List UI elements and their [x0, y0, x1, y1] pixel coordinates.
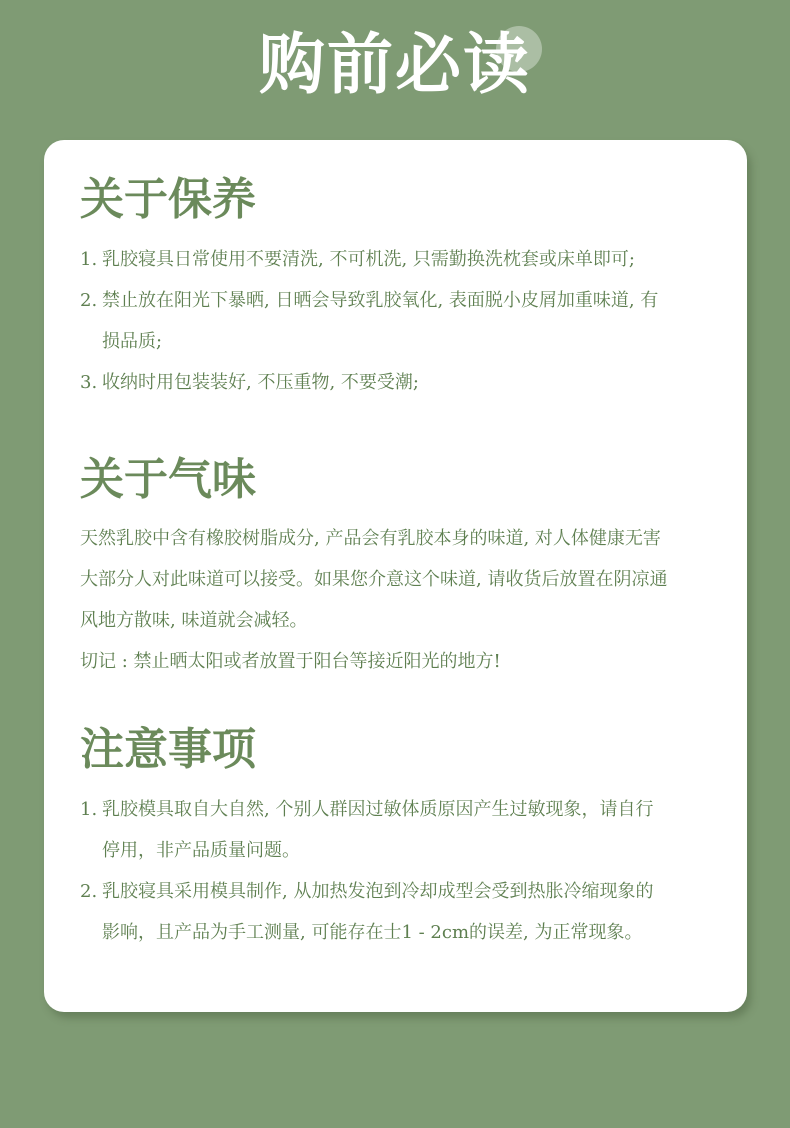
odor-paragraph-line-1: 天然乳胶中含有橡胶树脂成分, 产品会有乳胶本身的味道, 对人体健康无害 — [80, 528, 661, 549]
notes-item-1-text-line-1: 乳胶模具取自大自然, 个别人群因过敏体质原因产生过敏现象，请自行 — [102, 799, 654, 820]
section-title-notes: 注意事项 — [80, 724, 256, 775]
care-item-2-continued — [102, 330, 162, 354]
notes-item-1-continued — [102, 839, 300, 863]
care-item-2-text-line-1: 禁止放在阳光下暴晒, 日晒会导致乳胶氧化, 表面脱小皮屑加重味道, 有 — [102, 290, 659, 311]
page-header — [0, 18, 790, 118]
care-item-1 — [80, 248, 635, 272]
care-item-2 — [80, 289, 658, 313]
notes-item-1-number: 1. — [80, 799, 98, 820]
content-card — [44, 140, 747, 1012]
care-item-2-number: 2. — [80, 290, 98, 311]
section-title-care: 关于保养 — [80, 174, 256, 225]
care-item-3-number: 3. — [80, 372, 98, 393]
notes-item-2-text-line-2: 影响，且产品为手工测量, 可能存在士1 - 2cm的误差, 为正常现象。 — [102, 922, 643, 943]
care-item-1-text: 乳胶寝具日常使用不要清洗, 不可机洗, 只需勤换洗枕套或床单即可; — [102, 249, 635, 270]
section-title-odor: 关于气味 — [80, 454, 256, 505]
care-item-3 — [80, 371, 419, 395]
notes-item-1 — [80, 798, 653, 822]
notes-item-2 — [80, 880, 653, 904]
notes-item-2-number: 2. — [80, 881, 98, 902]
odor-paragraph-line-3: 风地方散味, 味道就会减轻。 — [80, 610, 308, 631]
care-item-1-number: 1. — [80, 249, 98, 270]
odor-warning: 切记 : 禁止晒太阳或者放置于阳台等接近阳光的地方! — [80, 651, 501, 672]
odor-paragraph-line-2: 大部分人对此味道可以接受。如果您介意这个味道, 请收货后放置在阴凉通 — [80, 569, 668, 590]
care-item-2-text-line-2: 损品质; — [102, 331, 163, 352]
notes-item-2-text-line-1: 乳胶寝具采用模具制作, 从加热发泡到冷却成型会受到热胀冷缩现象的 — [102, 881, 654, 902]
notes-item-2-continued — [102, 921, 642, 945]
page-title: 购前必读 — [259, 25, 531, 103]
care-item-3-text: 收纳时用包装装好, 不压重物, 不要受潮; — [102, 372, 419, 393]
notes-item-1-text-line-2: 停用，非产品质量问题。 — [102, 840, 300, 861]
